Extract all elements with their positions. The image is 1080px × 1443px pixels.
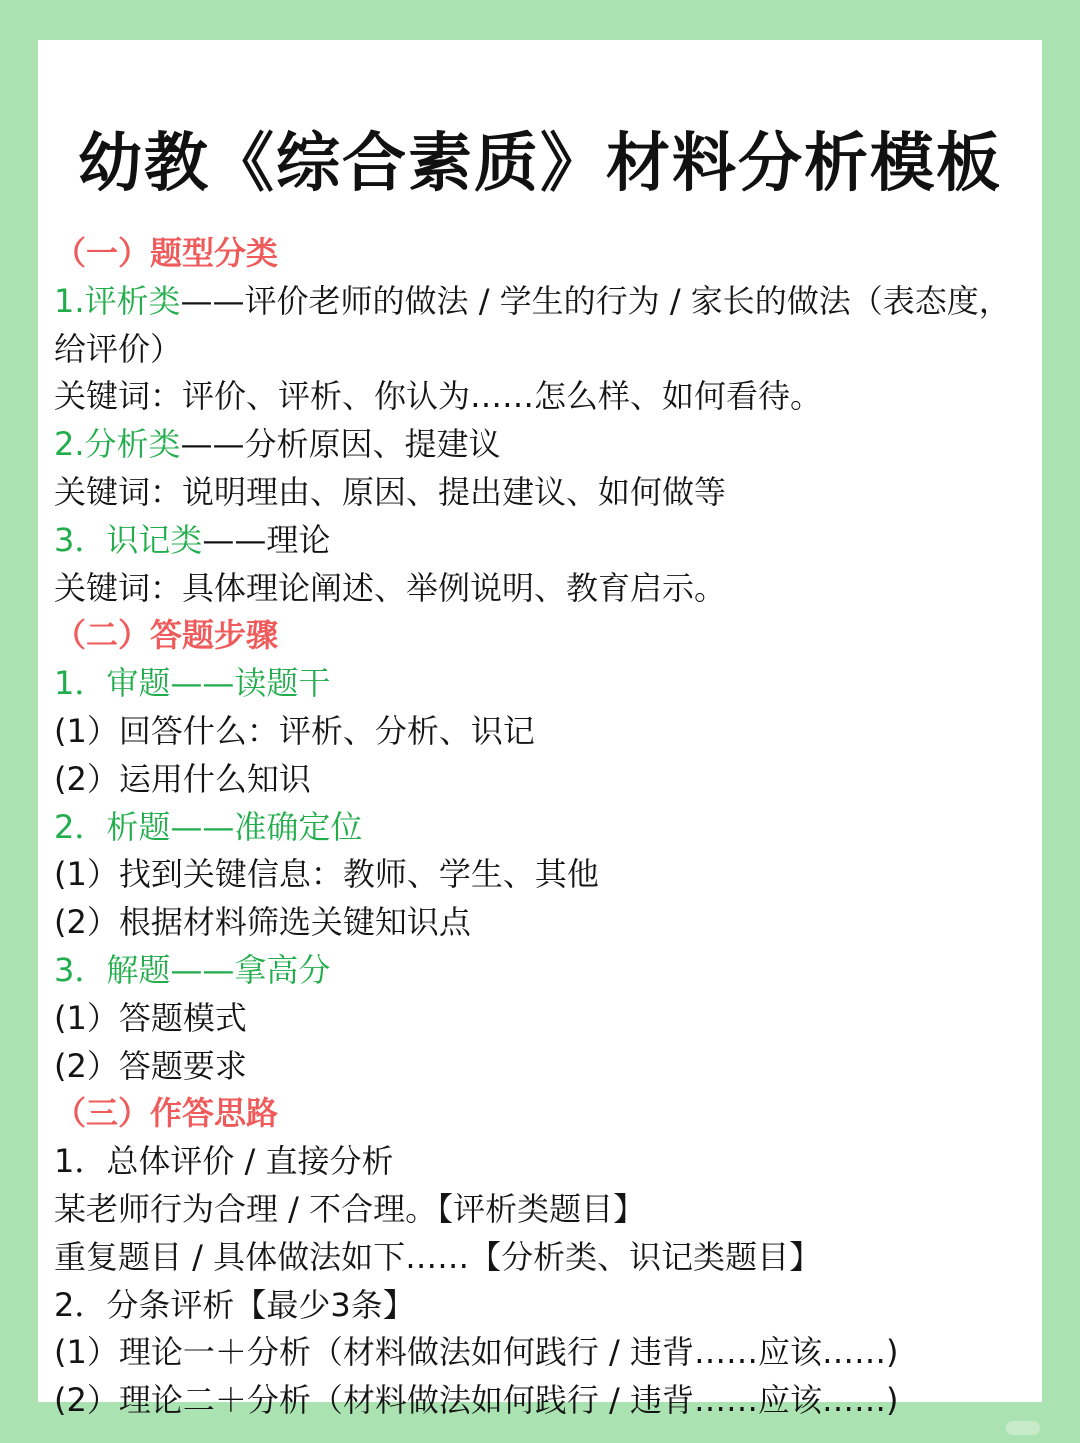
text-line: (1）答题模式: [54, 998, 247, 1037]
text-line: (1）回答什么：评析、分析、识记: [54, 711, 535, 750]
section-heading: （三）作答思路: [54, 1094, 279, 1133]
item-text: ——分析原因、提建议: [180, 425, 501, 464]
text-line: (2）答题要求: [54, 1046, 247, 1085]
section-heading: （一）题型分类: [54, 234, 279, 272]
document-card: [38, 40, 1042, 1420]
text-line: (2）运用什么知识: [54, 759, 311, 798]
item-text: ——理论: [202, 520, 331, 559]
step-heading: 1．审题——读题干: [54, 664, 331, 703]
text-line: (2）理论二＋分析（材料做法如何践行 / 违背……应该……): [54, 1381, 899, 1420]
text-line: 2．分条评析【最少3条】: [54, 1285, 415, 1324]
list-item: [54, 421, 1034, 469]
step-heading: 3．解题——拿高分: [54, 950, 331, 989]
content-body: [54, 230, 1034, 1425]
item-text: ——评价老师的做法 / 学生的行为 / 家长的做法（表态度，给评价）: [54, 281, 1011, 368]
text-line: 关键词：具体理论阐述、举例说明、教育启示。: [54, 568, 727, 607]
text-line: (2）根据材料筛选关键知识点: [54, 903, 471, 942]
text-line: 1．总体评价 / 直接分析: [54, 1142, 394, 1181]
text-line: 重复题目 / 具体做法如下……【分析类、识记类题目】: [54, 1237, 822, 1276]
text-line: 关键词：说明理由、原因、提出建议、如何做等: [54, 472, 727, 511]
watermark-badge: [1006, 1421, 1040, 1435]
section-heading: （二）答题步骤: [54, 616, 279, 655]
text-line: (1）理论一＋分析（材料做法如何践行 / 违背……应该……): [54, 1333, 899, 1372]
list-item: [54, 278, 1034, 374]
item-heading: 3．识记类: [54, 520, 203, 559]
item-heading: 1.评析类: [54, 281, 181, 320]
text-line: 某老师行为合理 / 不合理。【评析类题目】: [54, 1189, 646, 1228]
text-line: 关键词：评价、评析、你认为……怎么样、如何看待。: [54, 377, 823, 416]
page-title: 幼教《综合素质》材料分析模板: [78, 127, 1002, 201]
list-item: [54, 517, 1034, 565]
step-heading: 2．析题——准确定位: [54, 807, 363, 846]
item-heading: 2.分析类: [54, 425, 181, 464]
text-line: (1）找到关键信息：教师、学生、其他: [54, 855, 599, 894]
